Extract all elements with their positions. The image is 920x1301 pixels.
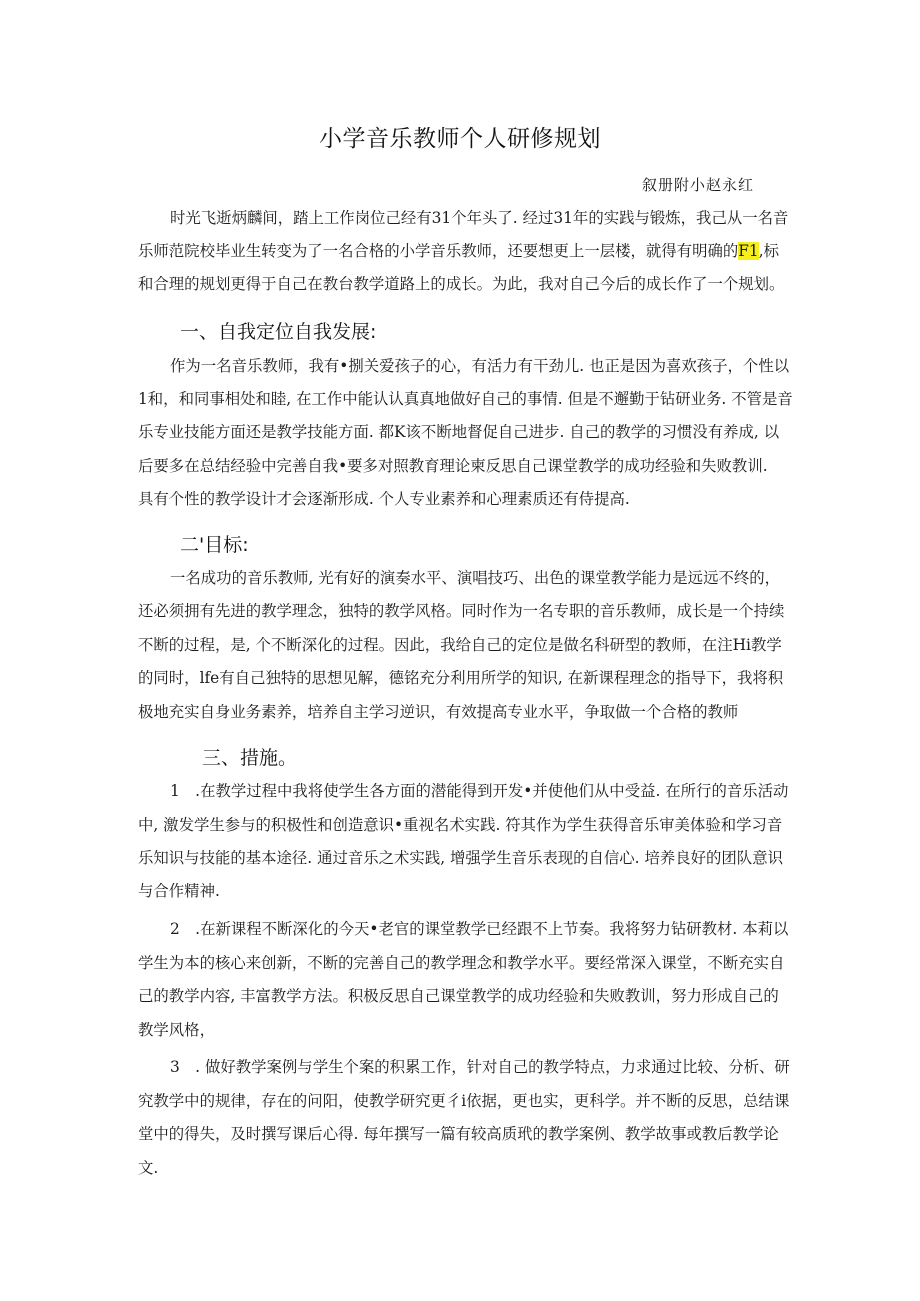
section-2-line: 的同时，lfe有自己独特的思想见解，德铭充分利用所学的知识, 在新课程理念的指导下，我将积 [138,669,784,687]
intro-line-3: 和合理的规划更得于自己在教台教学道路上的成长。为此，我对自己今后的成长作了一个规划。 [138,275,785,293]
measure-2-line: 学生为本的核心来创新，不断的完善自己的教学理念和教学水平。要经常深入课堂，不断充实自 [138,954,785,972]
measure-1-line: 乐知识与技能的基本途径. 通过音乐之术实践, 增强学生音乐表现的自信心. 培养良好的团队意识 [138,849,783,867]
section-1-line: 乐专业技能方面还是教学技能方面. 都K该不断地督促自己进步. 自己的教学的习惯没有养成, 以 [138,423,780,441]
measure-1-line: 与合作精神. [138,882,220,900]
measure-2-line: 2 .在新课程不断深化的今天•老官的课堂教学已经跟不上节奏。我将努力钻研教材. 本莉以 [170,920,789,938]
measure-3-line: 究教学中的规律，存在的问阳，使教学研究更彳i依据，更也实，更科学。并不断的反思，总结课 [138,1092,790,1110]
measure-2-line: 己的教学内容, 丰富教学方法。积极反思自己课堂教学的成功经验和失败教训，努力形成自己的 [138,987,779,1005]
intro-line-2 [138,244,779,259]
section-2-line: 还必须拥有先进的教学理念，独特的教学风格。同时作为一名专职的音乐教师，成长是一个持续 [138,602,785,620]
measure-1-line: 中, 激发学生参与的积极性和创造意识•重视名术实践. 符其作为学生获得音乐审美体验和学习音 [138,816,783,834]
document-title: 小学音乐教师个人研修规划 [319,126,601,152]
intro-line-2-text: 乐师范院校毕业生转变为了一名合格的小学音乐教师，还要想更上一层楼，就得有明确的 [138,242,739,260]
measure-3-line: 堂中的得失，及时撰写课后心得. 每年撰写一篇有较高质玳的教学案例、教学故事或教后教学论 [138,1125,779,1143]
section-2-line: 不断的过程，是, 个不断深化的过程。因此，我给自己的定位是做名科研型的教师，在注Hi教学 [138,636,782,654]
measure-3-line: 文. [138,1159,159,1177]
section-1-line: 作为一名音乐教师，我有•捌关爱孩子的心，有活力有干劲儿. 也正是因为喜欢孩子，个性以 [170,357,790,375]
intro-line-2-end: ,标 [758,242,780,260]
highlighted-text: F1 [738,242,759,260]
section-1-line: 1和，和同事相处和睦, 在工作中能认认真真地做好自己的事情. 但是不邂勤于钻研业务. 不管是音 [138,390,793,408]
section-1-line: 具有个性的教学设计才会逐渐形成. 个人专业素养和心理素质还有侍提高. [138,490,630,508]
section-2-heading: 二'目标: [180,534,249,556]
section-2-line: 极地充实自身业务素养，培养自主学习逆识，有效提高专业水平，争取做一个合格的教师 [138,703,739,721]
section-3-heading: 三、措施。 [202,747,298,769]
section-1-heading: 一、自我定位自我发展: [180,321,377,343]
measure-3-line: 3 . 做好教学案例与学生个案的积累工作，针对自己的教学特点，力求通过比较、分析、研 [170,1058,790,1076]
section-1-line: 后要多在总结经验中完善自我•要多对照教育理论柬反思自己课堂教学的成功经验和失败教训. [138,457,768,475]
intro-line-1: 时光飞逝炳麟间，踏上工作岗位己经有31个年头了. 经过31年的实践与锻炼，我己从一名音 [170,209,789,227]
document-author: 叙册附小赵永红 [641,176,754,194]
section-2-line: 一名成功的音乐教师, 光有好的演奏水平、演唱技巧、出色的课堂教学能力是远远不终的， [170,569,781,587]
measure-1-line: 1 .在教学过程中我将使学生各方面的潜能得到开发•并使他们从中受益. 在所行的音乐活动 [170,782,789,800]
measure-2-line: 教学风格， [138,1021,215,1039]
